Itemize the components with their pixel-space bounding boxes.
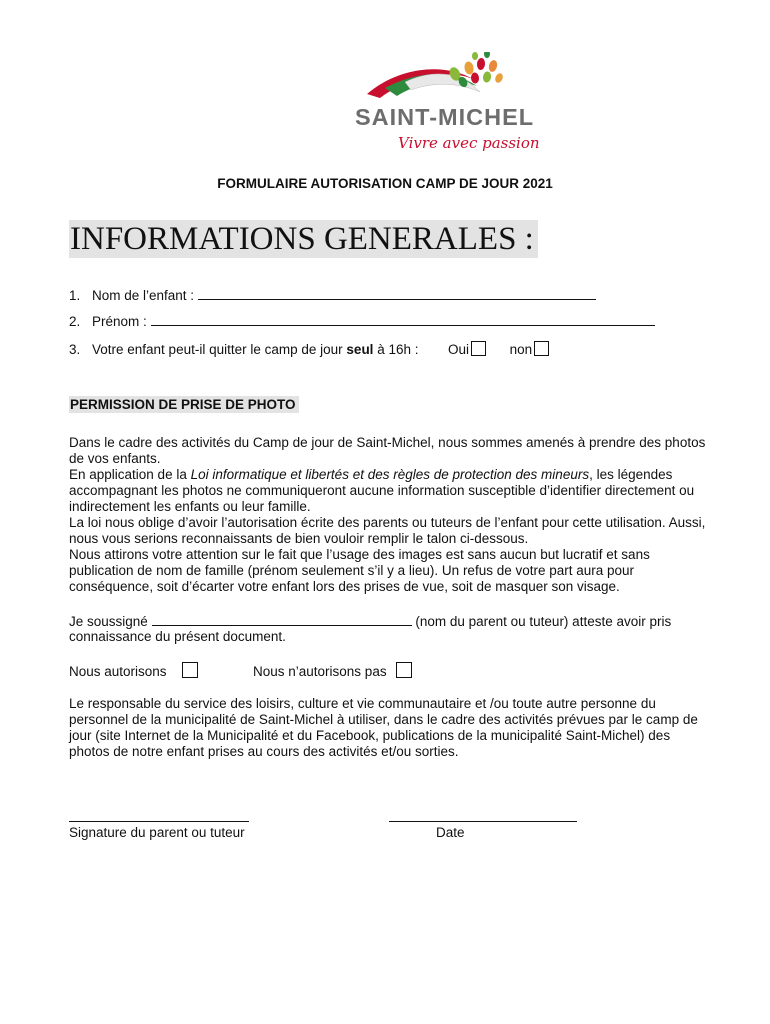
consent-yes-checkbox[interactable] — [182, 662, 198, 678]
question-text-end: à 16h : — [377, 342, 419, 357]
consent-yes-label: Nous autorisons — [69, 664, 167, 679]
logo-name: SAINT-MICHEL — [355, 104, 535, 130]
photo-paragraph-3: La loi nous oblige d’avoir l’autorisation écrite des parents ou tuteurs de l’enfant pour cette utilisation. Aussi, nous vous serions reconnaissants de bien vouloir remplir le talon ci-dessous. — [69, 515, 706, 546]
consent-no-checkbox[interactable] — [396, 662, 412, 678]
child-name-line[interactable] — [198, 287, 596, 300]
question-leave-alone — [69, 341, 549, 357]
date-line[interactable] — [389, 821, 577, 822]
consent-no-label: Nous n’autorisons pas — [253, 664, 387, 679]
field-label: Nom de l’enfant : — [92, 288, 195, 303]
option-no-checkbox[interactable] — [534, 341, 549, 356]
parent-signature-label: Signature du parent ou tuteur — [69, 825, 245, 840]
field-number: 2. — [69, 314, 81, 329]
option-yes-label: Oui — [448, 342, 470, 357]
parent-name-line[interactable] — [152, 613, 412, 626]
responsible-paragraph: Le responsable du service des loisirs, culture et vie communautaire et /ou toute autre personne du personnel de la municipalité de Saint-Michel à utiliser, dans le cadre des activités prévues par le camp de jour (site Internet de la Municipalité et du Facebook, publications de la municipalité Saint-Michel) des photos de notre enfant prises au cours des activités et/ou sorties. — [69, 696, 698, 759]
field-child-name — [69, 287, 596, 303]
consent-no — [253, 662, 412, 679]
photo-section-text — [69, 435, 709, 595]
field-number: 1. — [69, 288, 81, 303]
section-title: INFORMATIONS GENERALES : — [69, 220, 538, 258]
field-label: Prénom : — [92, 314, 147, 329]
field-number: 3. — [69, 342, 81, 357]
attest-line-2: connaissance du présent document. — [69, 629, 286, 644]
consent-yes — [69, 662, 198, 679]
option-no-label: non — [509, 342, 533, 357]
logo-emblem — [345, 52, 585, 112]
logo-tagline: Vivre avec passion — [398, 134, 540, 152]
parent-signature-line[interactable] — [69, 821, 249, 822]
field-first-name — [69, 313, 655, 329]
question-text: Votre enfant peut-il quitter le camp de jour — [92, 342, 343, 357]
photo-paragraph-2 — [69, 467, 709, 515]
p2-start: En application de la — [69, 467, 187, 482]
form-title: FORMULAIRE AUTORISATION CAMP DE JOUR 2021 — [217, 176, 553, 191]
photo-paragraph-4: Nous attirons votre attention sur le fait que l’usage des images est sans aucun but lucratif et sans publication de nom de famille (prénom seulement s’il y a lieu). Un refus de votre part aura pour conséquence, soit d’écarter votre enfant lors des prises de vue, soit de masquer son visage. — [69, 547, 650, 594]
p2-end: , les légendes accompagnant les photos ne communiqueront aucune information susceptible d’identifier directement ou indirectement les enfants ou leur famille. — [69, 467, 695, 514]
option-yes-checkbox[interactable] — [471, 341, 486, 356]
attest-end: (nom du parent ou tuteur) atteste avoir pris — [415, 614, 672, 629]
date-label: Date — [436, 825, 465, 840]
photo-section-title: PERMISSION DE PRISE DE PHOTO — [69, 396, 299, 413]
law-name: Loi informatique et libertés et des règles de protection des mineurs — [190, 467, 590, 482]
attest-start: Je soussigné — [69, 614, 148, 629]
question-bold-word: seul — [346, 342, 374, 357]
attestation-line — [69, 613, 671, 629]
first-name-line[interactable] — [151, 313, 655, 326]
photo-paragraph-1: Dans le cadre des activités du Camp de jour de Saint-Michel, nous sommes amenés à prendre des photos de vos enfants. — [69, 435, 706, 466]
